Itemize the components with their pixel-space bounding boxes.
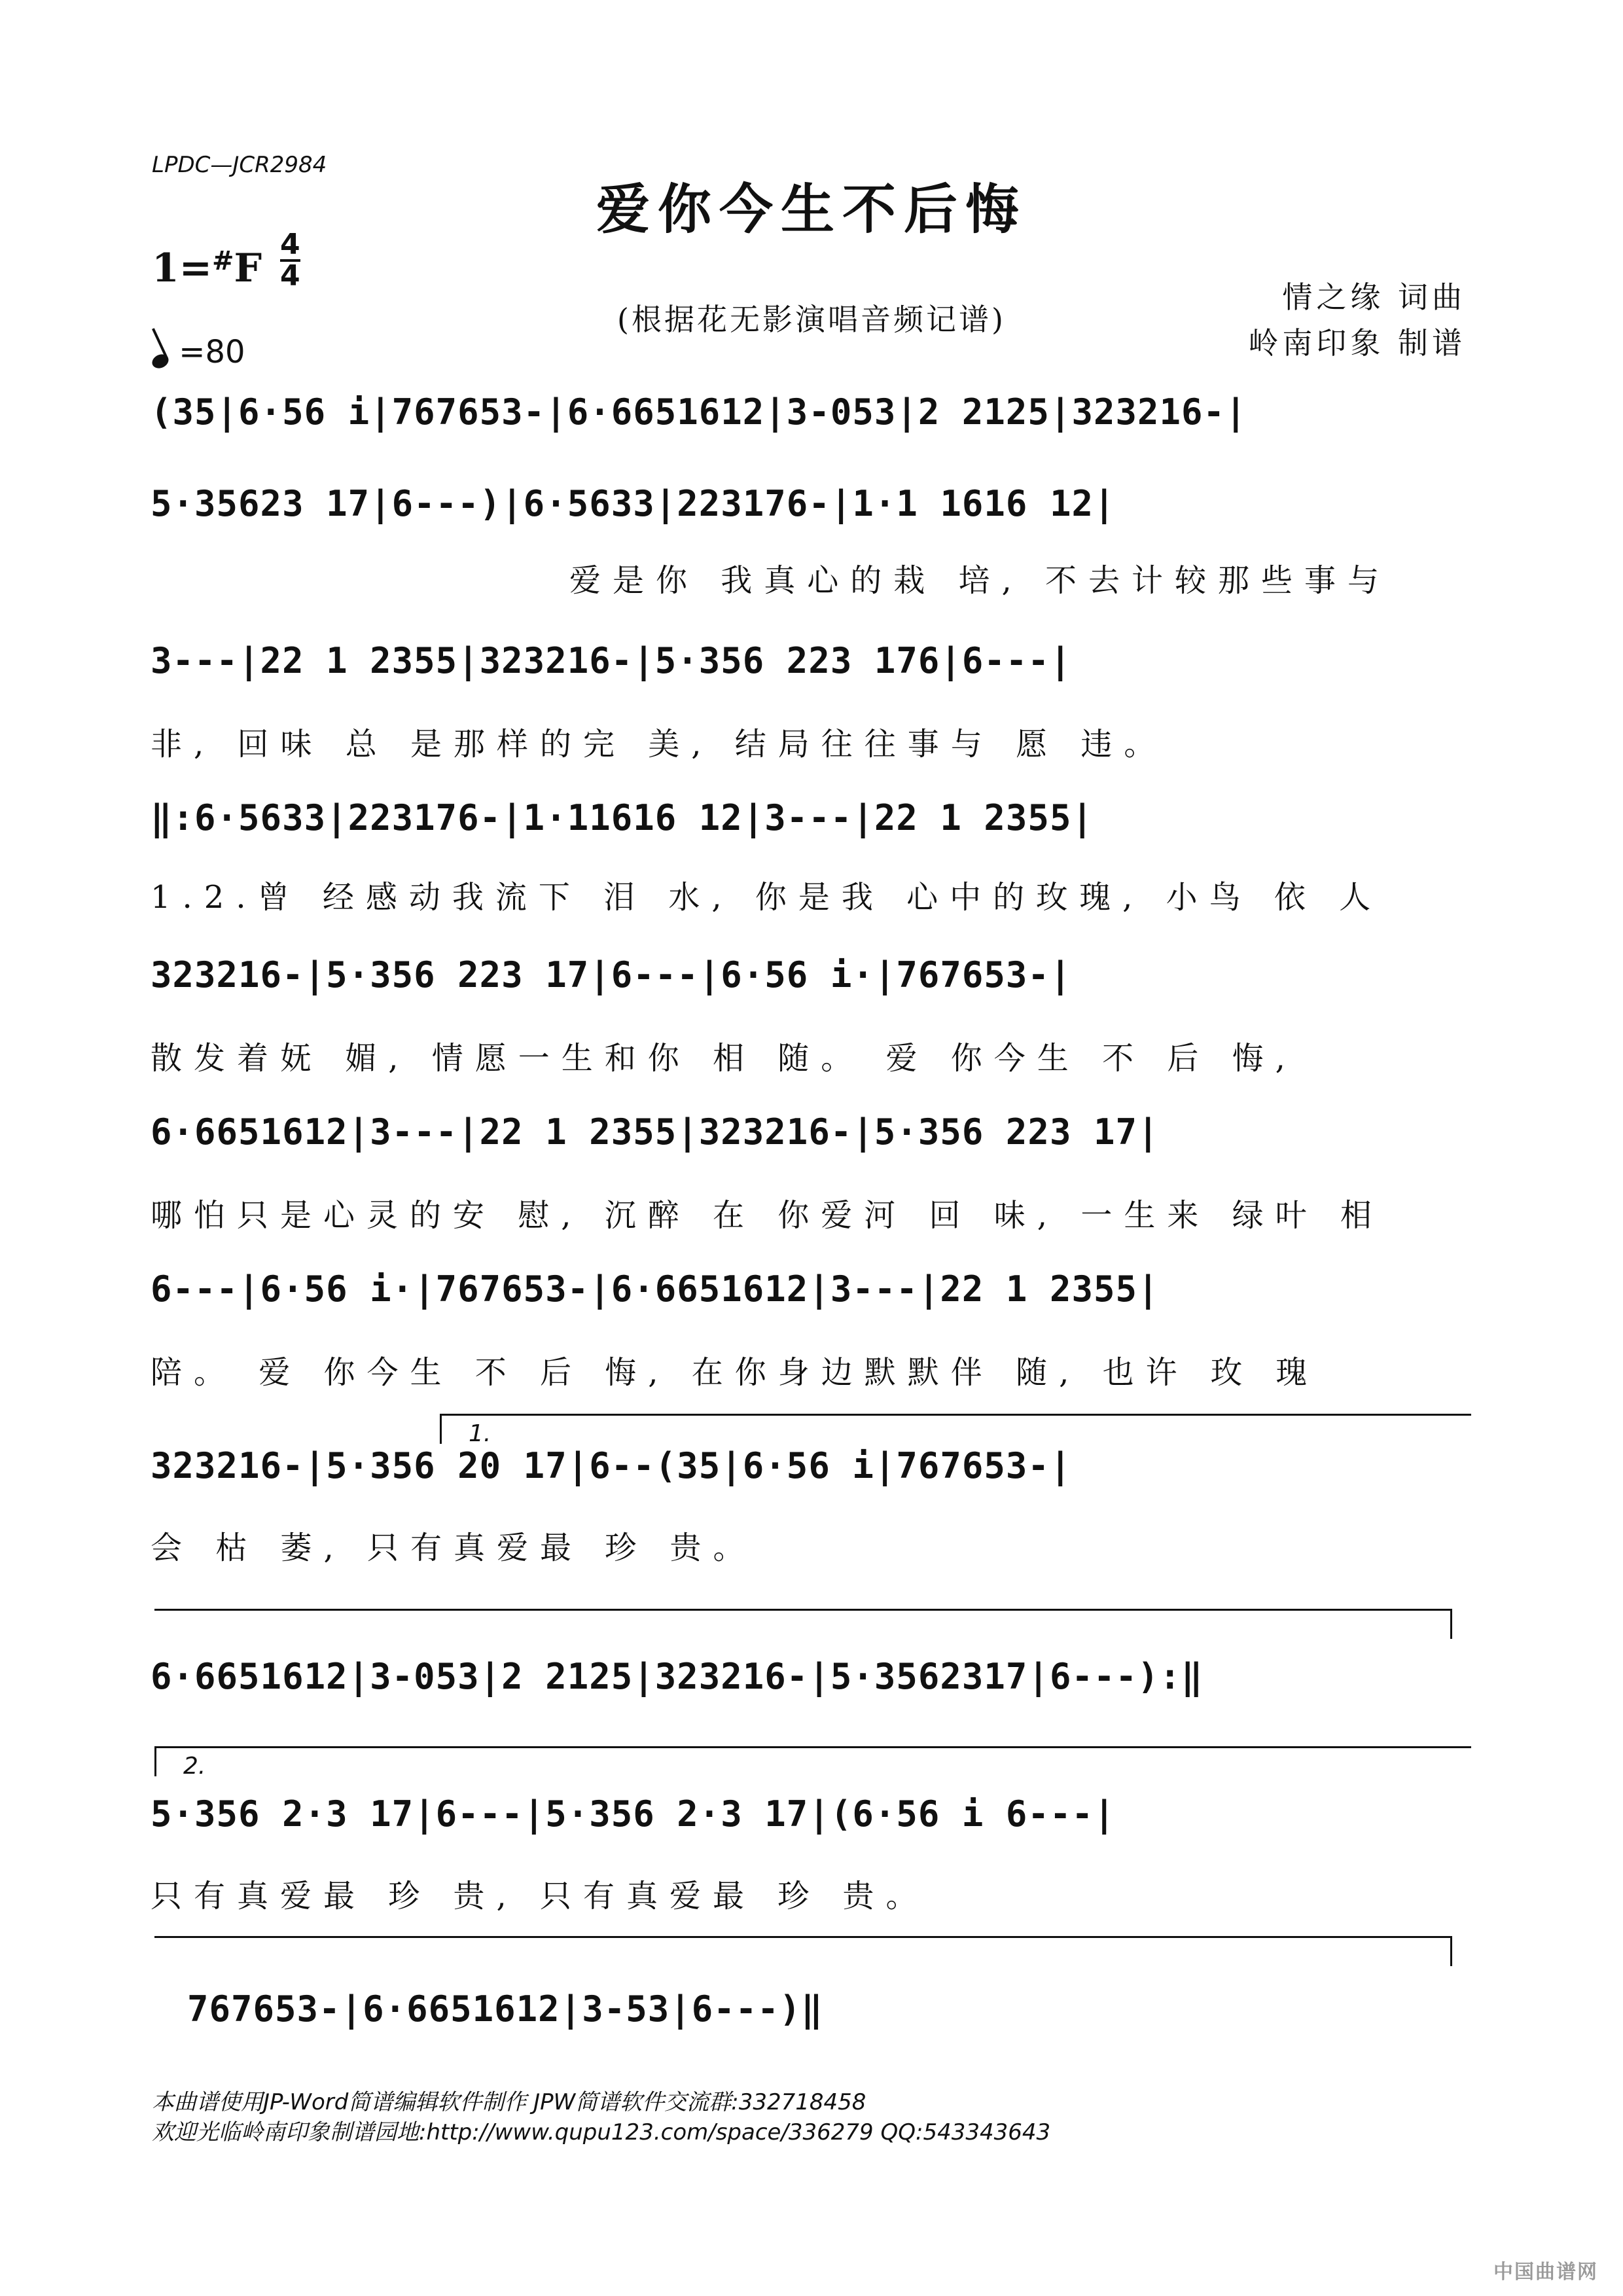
notation-row-6: 6·6651612|3---|22 1 2355|323216-|5·356 223 17| [151, 1111, 1160, 1153]
volta-label-2: 2. [183, 1753, 206, 1780]
volta-bracket-2 [154, 1746, 1471, 1748]
volta-bracket-1 [440, 1414, 1471, 1416]
volta-tick-1-end [1450, 1609, 1452, 1639]
volta-bracket-1-cont [154, 1609, 1450, 1611]
lyrics-row-8: 会 枯 萎, 只有真爱最 珍 贵。 [151, 1530, 757, 1566]
song-title: 爱你今生不后悔 [596, 178, 1027, 241]
notation-row-7: 6---|6·56 i·|767653-|6·6651612|3---|22 1 2355| [151, 1268, 1160, 1310]
meter-bottom: 4 [280, 259, 300, 293]
lyricist-credit: 情之缘 词曲 [1282, 279, 1466, 315]
tempo-marking [152, 334, 245, 370]
key-signature [152, 245, 262, 291]
notation-row-8: 323216-|5·356 20 17|6--(35|6·56 i|767653-| [151, 1445, 1072, 1486]
notation-row-1: (35|6·56 i|767653-|6·6651612|3-053|2 2125|323216-| [151, 391, 1247, 433]
volta-bracket-2-cont [154, 1936, 1450, 1938]
notation-row-11: 767653-|6·6651612|3-53|6---)‖ [187, 1988, 823, 2030]
meter-top: 4 [280, 228, 300, 261]
subtitle: (根据花无影演唱音频记谱) [617, 302, 1006, 337]
volta-tick-2 [154, 1746, 156, 1776]
notation-row-5: 323216-|5·356 223 17|6---|6·56 i·|767653-| [151, 954, 1072, 996]
site-watermark: 中国曲谱网 [1493, 2261, 1598, 2284]
tempo-value: =80 [179, 334, 245, 370]
key-prefix: 1= [152, 245, 213, 291]
time-signature [280, 230, 300, 291]
key-note: F [234, 245, 262, 291]
volta-tick-2-end [1450, 1936, 1452, 1966]
volta-tick-1 [440, 1414, 442, 1444]
lyrics-row-7: 陪。 爱 你今生 不 后 悔, 在你身边默默伴 随, 也许 玫 瑰 [151, 1354, 1319, 1391]
notation-row-4: ‖:6·5633|223176-|1·11616 12|3---|22 1 2355| [151, 797, 1094, 838]
lyrics-row-4: 1.2.曾 经感动我流下 泪 水, 你是我 心中的玫瑰, 小鸟 依 人 [151, 879, 1383, 916]
score-code: LPDC—JCR2984 [152, 152, 327, 178]
lyrics-row-10: 只有真爱最 珍 贵, 只有真爱最 珍 贵。 [151, 1878, 929, 1914]
volta-label-1: 1. [469, 1420, 491, 1447]
notation-row-10: 5·356 2·3 17|6---|5·356 2·3 17|(6·56 i 6---| [151, 1793, 1116, 1835]
quarter-note-icon [150, 351, 171, 370]
lyrics-row-6: 哪怕只是心灵的安 慰, 沉醉 在 你爱河 回 味, 一生来 绿叶 相 [151, 1197, 1383, 1234]
footer-line-1: 本曲谱使用JP-Word简谱编辑软件制作 JPW简谱软件交流群:332718458 [152, 2089, 866, 2115]
lyrics-row-2: 爱是你 我真心的栽 培, 不去计较那些事与 [569, 562, 1391, 599]
lyrics-row-3: 非, 回味 总 是那样的完 美, 结局往往事与 愿 违。 [151, 726, 1168, 762]
sharp-sign: # [212, 245, 234, 276]
footer-line-2: 欢迎光临岭南印象制谱园地:http://www.qupu123.com/space/336279 QQ:543343643 [152, 2119, 1051, 2145]
notation-row-9: 6·6651612|3-053|2 2125|323216-|5·3562317|6---):‖ [151, 1656, 1204, 1697]
notation-row-3: 3---|22 1 2355|323216-|5·356 223 176|6---| [151, 640, 1072, 681]
notation-row-2: 5·35623 17|6---)|6·5633|223176-|1·1 1616 12| [151, 483, 1116, 524]
arranger-credit: 岭南印象 制谱 [1248, 325, 1466, 361]
lyrics-row-5: 散发着妩 媚, 情愿一生和你 相 随。 爱 你今生 不 后 悔, [151, 1040, 1297, 1077]
